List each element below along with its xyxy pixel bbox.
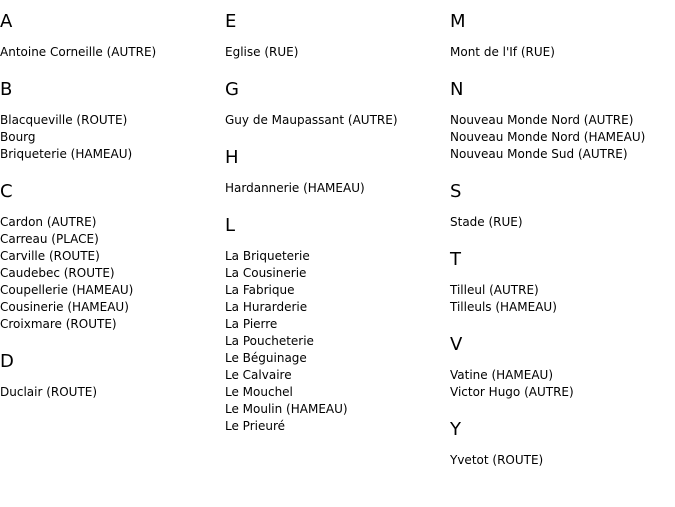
street-item[interactable]: Caudebec (ROUTE) xyxy=(0,266,115,280)
letter-group-v xyxy=(450,334,675,401)
letter-heading: S xyxy=(450,181,462,202)
street-item[interactable]: Antoine Corneille (AUTRE) xyxy=(0,45,157,59)
street-item[interactable]: Nouveau Monde Nord (AUTRE) xyxy=(450,113,634,127)
letter-heading: M xyxy=(450,11,466,32)
letter-group-h xyxy=(225,147,445,197)
street-list xyxy=(450,452,675,469)
street-list xyxy=(450,112,675,163)
letter-group-y xyxy=(450,419,675,469)
street-list xyxy=(0,214,220,333)
index-column-1 xyxy=(0,0,220,401)
street-list xyxy=(0,384,220,401)
letter-heading: N xyxy=(450,79,464,100)
street-item[interactable]: Le Moulin (HAMEAU) xyxy=(225,402,348,416)
letter-group-t xyxy=(450,249,675,316)
street-item[interactable]: Hardannerie (HAMEAU) xyxy=(225,181,365,195)
letter-heading: E xyxy=(225,11,237,32)
street-list xyxy=(225,180,445,197)
street-list xyxy=(450,214,675,231)
street-list xyxy=(0,44,220,61)
street-item[interactable]: Coupellerie (HAMEAU) xyxy=(0,283,134,297)
letter-group-b xyxy=(0,79,220,163)
street-list xyxy=(225,112,445,129)
letter-group-e xyxy=(225,11,445,61)
street-item[interactable]: Croixmare (ROUTE) xyxy=(0,317,117,331)
street-item[interactable]: Le Béguinage xyxy=(225,351,307,365)
index-column-3 xyxy=(450,0,675,469)
street-item[interactable]: Guy de Maupassant (AUTRE) xyxy=(225,113,398,127)
letter-group-d xyxy=(0,351,220,401)
street-item[interactable]: Stade (RUE) xyxy=(450,215,523,229)
letter-group-s xyxy=(450,181,675,231)
street-item[interactable]: La Cousinerie xyxy=(225,266,307,280)
street-item[interactable]: Nouveau Monde Nord (HAMEAU) xyxy=(450,130,646,144)
street-item[interactable]: Carville (ROUTE) xyxy=(0,249,100,263)
letter-group-a xyxy=(0,11,220,61)
street-list xyxy=(450,367,675,401)
street-item[interactable]: Cousinerie (HAMEAU) xyxy=(0,300,129,314)
street-list xyxy=(0,112,220,163)
letter-heading: H xyxy=(225,147,239,168)
street-item[interactable]: Carreau (PLACE) xyxy=(0,232,99,246)
letter-heading: L xyxy=(225,215,236,236)
street-item[interactable]: Blacqueville (ROUTE) xyxy=(0,113,128,127)
street-item[interactable]: La Briqueterie xyxy=(225,249,310,263)
street-item[interactable]: La Poucheterie xyxy=(225,334,314,348)
street-item[interactable]: Briqueterie (HAMEAU) xyxy=(0,147,133,161)
street-list xyxy=(450,282,675,316)
letter-group-n xyxy=(450,79,675,163)
letter-heading: Y xyxy=(450,419,461,440)
street-item[interactable]: Le Mouchel xyxy=(225,385,293,399)
street-item[interactable]: Bourg xyxy=(0,130,36,144)
street-item[interactable]: La Hurarderie xyxy=(225,300,308,314)
letter-group-c xyxy=(0,181,220,333)
street-item[interactable]: Eglise (RUE) xyxy=(225,45,299,59)
street-item[interactable]: Duclair (ROUTE) xyxy=(0,385,98,399)
letter-heading: V xyxy=(450,334,463,355)
letter-heading: T xyxy=(450,249,461,270)
letter-heading: D xyxy=(0,351,14,372)
street-item[interactable]: La Pierre xyxy=(225,317,278,331)
street-item[interactable]: Tilleul (AUTRE) xyxy=(450,283,539,297)
street-list xyxy=(225,44,445,61)
street-list xyxy=(450,44,675,61)
street-item[interactable]: Victor Hugo (AUTRE) xyxy=(450,385,574,399)
street-item[interactable]: Nouveau Monde Sud (AUTRE) xyxy=(450,147,628,161)
letter-group-m xyxy=(450,11,675,61)
street-item[interactable]: La Fabrique xyxy=(225,283,295,297)
street-item[interactable]: Tilleuls (HAMEAU) xyxy=(450,300,557,314)
street-item[interactable]: Vatine (HAMEAU) xyxy=(450,368,553,382)
street-item[interactable]: Le Calvaire xyxy=(225,368,292,382)
street-list xyxy=(225,248,445,435)
letter-heading: C xyxy=(0,181,13,202)
index-column-2 xyxy=(225,0,445,435)
letter-group-g xyxy=(225,79,445,129)
letter-heading: A xyxy=(0,11,13,32)
street-item[interactable]: Mont de l'If (RUE) xyxy=(450,45,555,59)
letter-heading: G xyxy=(225,79,239,100)
street-item[interactable]: Cardon (AUTRE) xyxy=(0,215,97,229)
street-item[interactable]: Le Prieuré xyxy=(225,419,286,433)
letter-group-l xyxy=(225,215,445,435)
letter-heading: B xyxy=(0,79,13,100)
street-item[interactable]: Yvetot (ROUTE) xyxy=(450,453,544,467)
